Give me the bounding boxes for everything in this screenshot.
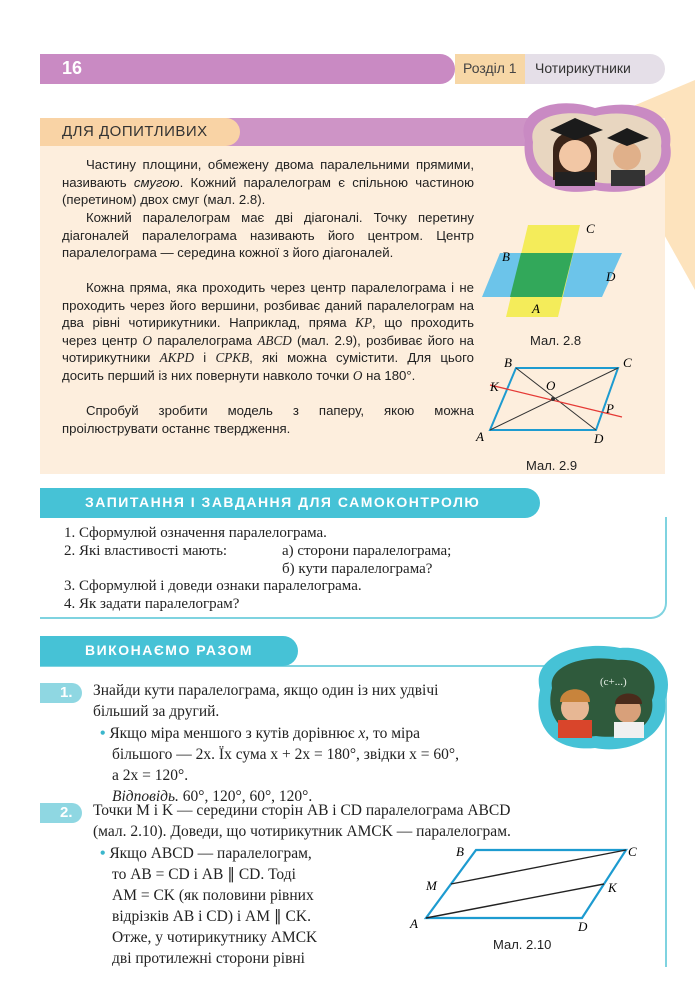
svg-text:(c+...): (c+...) bbox=[600, 676, 627, 688]
solution-2-line-3: AM = CK (як половини рівних bbox=[112, 887, 314, 904]
together-title: ВИКОНАЄМО РАЗОМ bbox=[85, 642, 254, 658]
label-c: C bbox=[586, 221, 595, 236]
question-4: 4. Як задати паралелограм? bbox=[64, 596, 240, 612]
classroom-photo bbox=[530, 640, 670, 755]
label-a: A bbox=[532, 301, 540, 316]
label-c: C bbox=[628, 844, 637, 859]
curious-title: ДЛЯ ДОПИТЛИВИХ bbox=[62, 123, 208, 140]
solution-1-line-1: • Якщо міра меншого з кутів дорівнює x, то міра bbox=[100, 725, 420, 742]
solution-2-line-1: • Якщо ABCD — паралелограм, bbox=[100, 845, 312, 862]
label-c: C bbox=[623, 355, 632, 370]
solution-1-line-3: а 2x = 120°. bbox=[112, 767, 189, 784]
label-d: D bbox=[578, 919, 588, 934]
chapter-title: Чотирикутники bbox=[535, 60, 631, 76]
solution-2-line-2: то AB = CD і AB ∥ CD. Тоді bbox=[112, 866, 296, 883]
label-d: D bbox=[594, 431, 604, 446]
figure-2-8 bbox=[482, 215, 637, 320]
parallelogram-intersection bbox=[510, 253, 573, 297]
question-2b: б) кути паралелограма? bbox=[282, 561, 433, 577]
solution-2-line-4: відрізків AB і CD) і AM ∥ CK. bbox=[112, 908, 311, 925]
task-1-line-2: більший за другий. bbox=[93, 703, 220, 720]
page-number: 16 bbox=[62, 58, 83, 78]
label-p: P bbox=[606, 401, 614, 416]
curious-paragraph-1: Частину площини, обмежену двома паралельними прямими, називають смугою. Кожний паралелограм є спільною частиною (перетином) двох смуг (мал. 2.8). bbox=[62, 157, 474, 207]
task-1-number: 1. bbox=[60, 684, 73, 701]
label-o: O bbox=[546, 378, 556, 393]
question-1: 1. Сформулюй означення паралелограма. bbox=[64, 525, 327, 541]
task-2-line-2: (мал. 2.10). Доведи, що чотирикутник AMCK — паралелограм. bbox=[93, 823, 511, 840]
curious-paragraph-4: Спробуй зробити модель з паперу, якою можна проілюструвати останнє твердження. bbox=[62, 403, 474, 436]
task-2-line-1: Точки M і K — середини сторін AB і CD паралелограма ABCD bbox=[93, 802, 511, 819]
figure-2-10 bbox=[408, 840, 648, 935]
label-k: K bbox=[490, 379, 499, 394]
solution-2-line-6: дві протилежні сторони рівні bbox=[112, 950, 305, 967]
label-b: B bbox=[502, 249, 510, 264]
header-bar bbox=[40, 54, 455, 84]
curious-paragraph-3: Кожна пряма, яка проходить через центр паралелограма і не проходить через його вершини, розбиває даний паралелограм на два рівні чотирикутники. Наприклад, пряма KP, що проходить через центр O паралелограма ABCD (мал. 2.9), розбиває його на чотирикутники AKPD і CPKB, які можна сумістити. Для цього досить перший із них повернути навколо точки O на 180°. bbox=[62, 280, 475, 383]
label-b: B bbox=[504, 355, 512, 370]
label-b: B bbox=[456, 844, 464, 859]
curious-tab-accent bbox=[200, 118, 540, 146]
task-1-line-1: Знайди кути паралелограма, якщо один із них удвічі bbox=[93, 682, 439, 699]
question-2: 2. Які властивості мають: bbox=[64, 543, 228, 559]
figure-2-8-caption: Мал. 2.8 bbox=[530, 333, 582, 348]
question-3: 3. Сформулюй і доведи ознаки паралелограма. bbox=[64, 578, 362, 594]
graduates-photo bbox=[515, 100, 675, 195]
label-k: K bbox=[608, 880, 617, 895]
chapter-label: Розділ 1 bbox=[463, 60, 517, 76]
figure-2-10-caption: Мал. 2.10 bbox=[493, 937, 552, 952]
solution-1-line-2: більшого — 2x. Їх сума x + 2x = 180°, звідки x = 60°, bbox=[112, 746, 459, 763]
label-d: D bbox=[606, 269, 616, 284]
label-a: A bbox=[410, 916, 418, 931]
task-2-number: 2. bbox=[60, 804, 73, 821]
questions-title: ЗАПИТАННЯ І ЗАВДАННЯ ДЛЯ САМОКОНТРОЛЮ bbox=[85, 494, 481, 510]
solution-2-line-5: Отже, у чотирикутнику AMCK bbox=[112, 929, 318, 946]
curious-paragraph-2: Кожний паралелограм має дві діагоналі. Точку перетину діагоналей паралелограма називають його центром. Центр паралелограма — середина кожної з його діагоналей. bbox=[62, 210, 474, 260]
figure-2-9 bbox=[468, 355, 643, 447]
figure-2-9-caption: Мал. 2.9 bbox=[526, 458, 578, 473]
label-m: M bbox=[426, 878, 437, 893]
answer-1: Відповідь. 60°, 120°, 60°, 120°. bbox=[112, 788, 313, 805]
label-a: A bbox=[476, 429, 484, 444]
question-2a: а) сторони паралелограма; bbox=[282, 543, 452, 559]
